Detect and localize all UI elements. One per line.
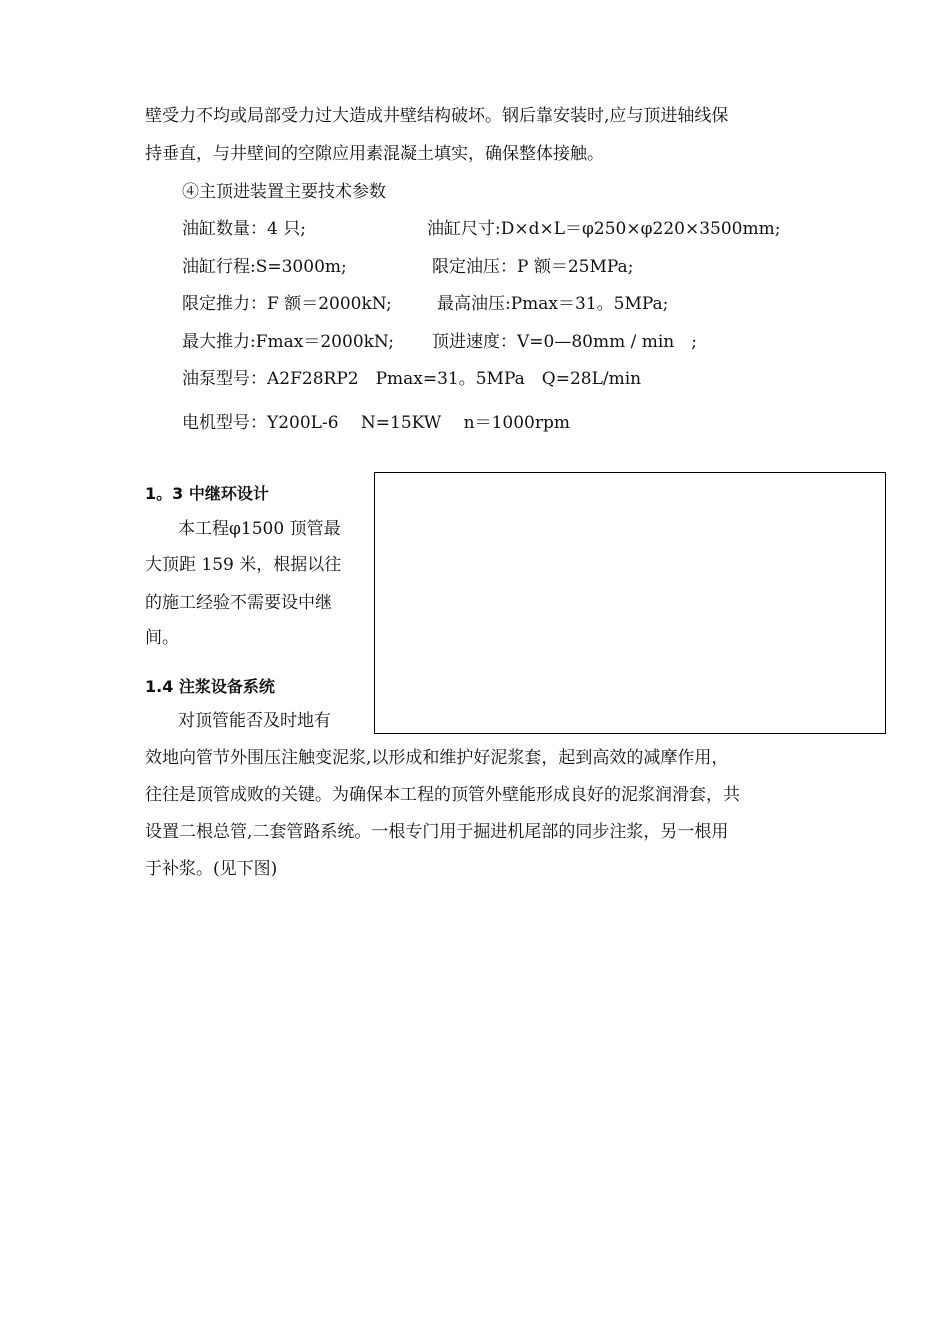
param-left: 限定推力：F 额＝2000kN;	[182, 294, 392, 314]
paragraph-line: 对顶管能否及时地有	[178, 711, 331, 731]
params-heading: ④主顶进装置主要技术参数	[182, 182, 386, 202]
paragraph-line: 效地向管节外围压注触变泥浆,以形成和维护好泥浆套，起到高效的减摩作用，	[145, 748, 729, 768]
section-heading: 1.4 注浆设备系统	[145, 677, 275, 696]
motor-spec: 电机型号：Y200L-6 N=15KW n＝1000rpm	[182, 413, 570, 433]
param-right: 顶进速度：V=0—80mm / min ;	[432, 332, 697, 352]
section-heading: 1。3 中继环设计	[145, 484, 269, 503]
param-left: 最大推力:Fmax＝2000kN;	[182, 332, 394, 352]
pump-spec: 油泵型号：A2F28RP2 Pmax=31。5MPa Q=28L/min	[182, 369, 642, 389]
param-right: 限定油压：P 额＝25MPa;	[432, 257, 634, 277]
paragraph-line: 间。	[145, 628, 179, 648]
paragraph-line: 设置二根总管,二套管路系统。一根专门用于掘进机尾部的同步注浆，另一根用	[145, 822, 729, 842]
paragraph-line: 本工程φ1500 顶管最	[178, 519, 341, 539]
param-left: 油缸行程:S=3000m;	[182, 257, 347, 277]
paragraph-line: 往往是顶管成败的关键。为确保本工程的顶管外壁能形成良好的泥浆润滑套，共	[145, 785, 740, 805]
paragraph-line: 壁受力不均或局部受力过大造成井壁结构破坏。钢后靠安装时,应与顶进轴线保	[145, 106, 729, 126]
param-right: 最高油压:Pmax＝31。5MPa;	[437, 294, 669, 314]
figure-placeholder	[374, 472, 886, 734]
param-right: 油缸尺寸:D×d×L＝φ250×φ220×3500mm;	[427, 219, 781, 239]
paragraph-line: 于补浆。(见下图)	[145, 859, 278, 879]
paragraph-line: 持垂直，与井壁间的空隙应用素混凝土填实，确保整体接触。	[145, 144, 604, 164]
param-left: 油缸数量：4 只;	[182, 219, 306, 239]
paragraph-line: 的施工经验不需要设中继	[145, 593, 332, 613]
paragraph-line: 大顶距 159 米，根据以往	[145, 555, 342, 575]
